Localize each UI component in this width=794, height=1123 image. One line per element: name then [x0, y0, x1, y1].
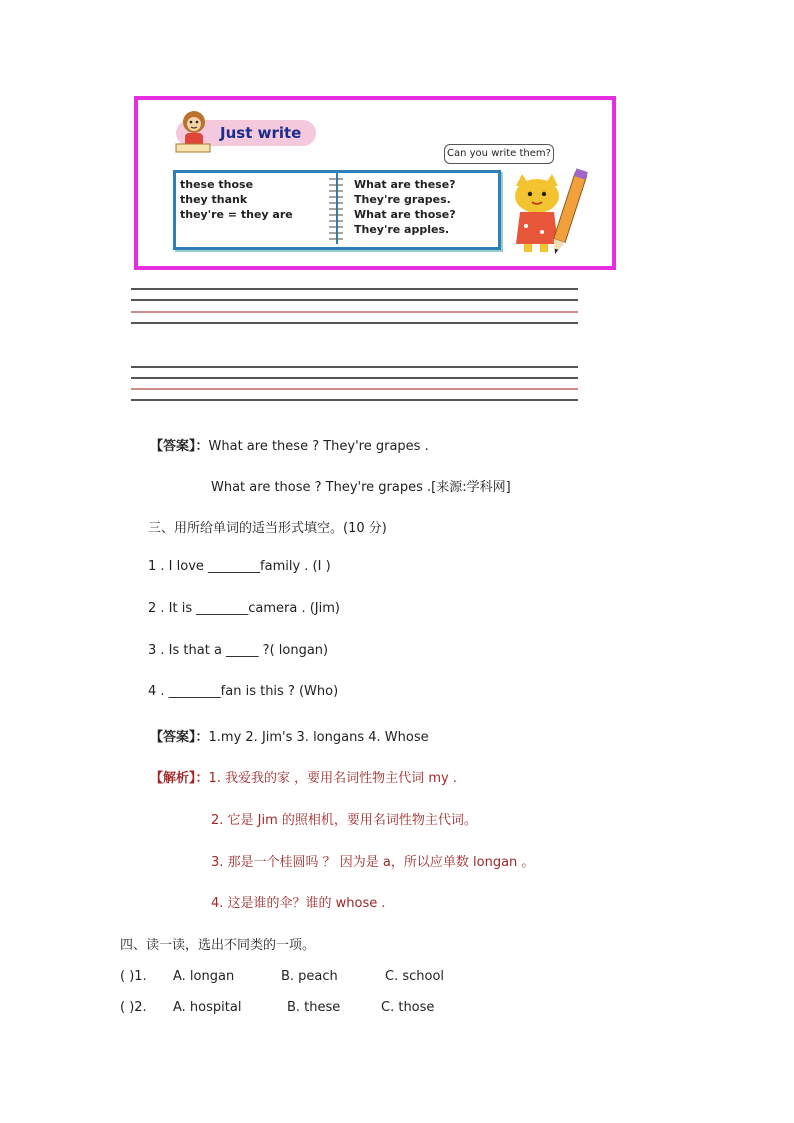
answer-block-2 — [150, 726, 429, 745]
just-write-figure — [134, 96, 616, 270]
writing-line — [131, 388, 578, 390]
analysis-line: 1. 我爱我的家 ，要用名词性物主代词 my . — [208, 771, 457, 786]
analysis-line: 2. 它是 Jim 的照相机，要用名词性物主代词。 — [211, 813, 477, 828]
section-4-title: 四、读一读，选出不同类的一项。 — [120, 938, 316, 953]
option-c: C. school — [385, 969, 445, 984]
answer-text-line2: What are those ? They're grapes .[来源:学科网] — [211, 480, 511, 495]
notebook-left-page — [180, 177, 293, 222]
notebook-sentence-line: They're grapes. — [354, 193, 451, 206]
answer-blank: ( )1. — [120, 969, 147, 984]
section-3-title: 三、用所给单词的适当形式填空。(10 分) — [148, 521, 387, 536]
notebook-word-line: they thank — [180, 193, 248, 206]
question-item: 3 . Is that a _____ ?( longan) — [148, 643, 329, 658]
notebook-word-line: these those — [180, 178, 254, 191]
choice-question-1 — [120, 969, 147, 984]
option-c: C. those — [381, 1000, 435, 1015]
answer-block-1 — [150, 435, 429, 454]
writing-line — [131, 299, 578, 301]
answer-label: 【答案】： — [150, 439, 209, 454]
analysis-line: 3. 那是一个桂圆吗 ？ 因为是 a，所以应单数 longan 。 — [211, 855, 535, 870]
notebook-illustration — [173, 170, 501, 250]
notebook-word-line: they're = they are — [180, 208, 293, 221]
option-a: A. longan — [173, 969, 235, 984]
analysis-block — [150, 767, 457, 786]
notebook-right-page — [354, 177, 456, 237]
writing-line — [131, 399, 578, 401]
answer-text: 1.my 2. Jim's 3. longans 4. Whose — [208, 730, 429, 745]
just-write-banner: Just write — [176, 120, 316, 146]
option-b: B. these — [287, 1000, 341, 1015]
answer-label: 【答案】： — [150, 730, 209, 745]
notebook-sentence-line: They're apples. — [354, 223, 450, 236]
writing-line — [131, 288, 578, 290]
question-item: 1 . I love ________family . (I ) — [148, 559, 331, 574]
option-a: A. hospital — [173, 1000, 242, 1015]
speech-bubble: Can you write them? — [444, 144, 554, 164]
notebook-sentence-line: What are these? — [354, 178, 456, 191]
notebook-spiral — [326, 173, 346, 245]
answer-text: What are these ? They're grapes . — [208, 439, 429, 454]
option-b: B. peach — [281, 969, 338, 984]
writing-line — [131, 377, 578, 379]
monkey-illustration — [168, 106, 220, 158]
writing-line — [131, 322, 578, 324]
cat-with-pencil-illustration — [502, 164, 590, 260]
question-item: 2 . It is ________camera . (Jim) — [148, 601, 340, 616]
choice-question-2 — [120, 1000, 147, 1015]
writing-line — [131, 311, 578, 313]
notebook-sentence-line: What are those? — [354, 208, 456, 221]
analysis-label: 【解析】： — [150, 771, 209, 786]
answer-blank: ( )2. — [120, 1000, 147, 1015]
writing-line — [131, 366, 578, 368]
question-item: 4 . ________fan is this ? (Who) — [148, 684, 339, 699]
analysis-line: 4. 这是谁的伞？谁的 whose . — [211, 896, 386, 911]
